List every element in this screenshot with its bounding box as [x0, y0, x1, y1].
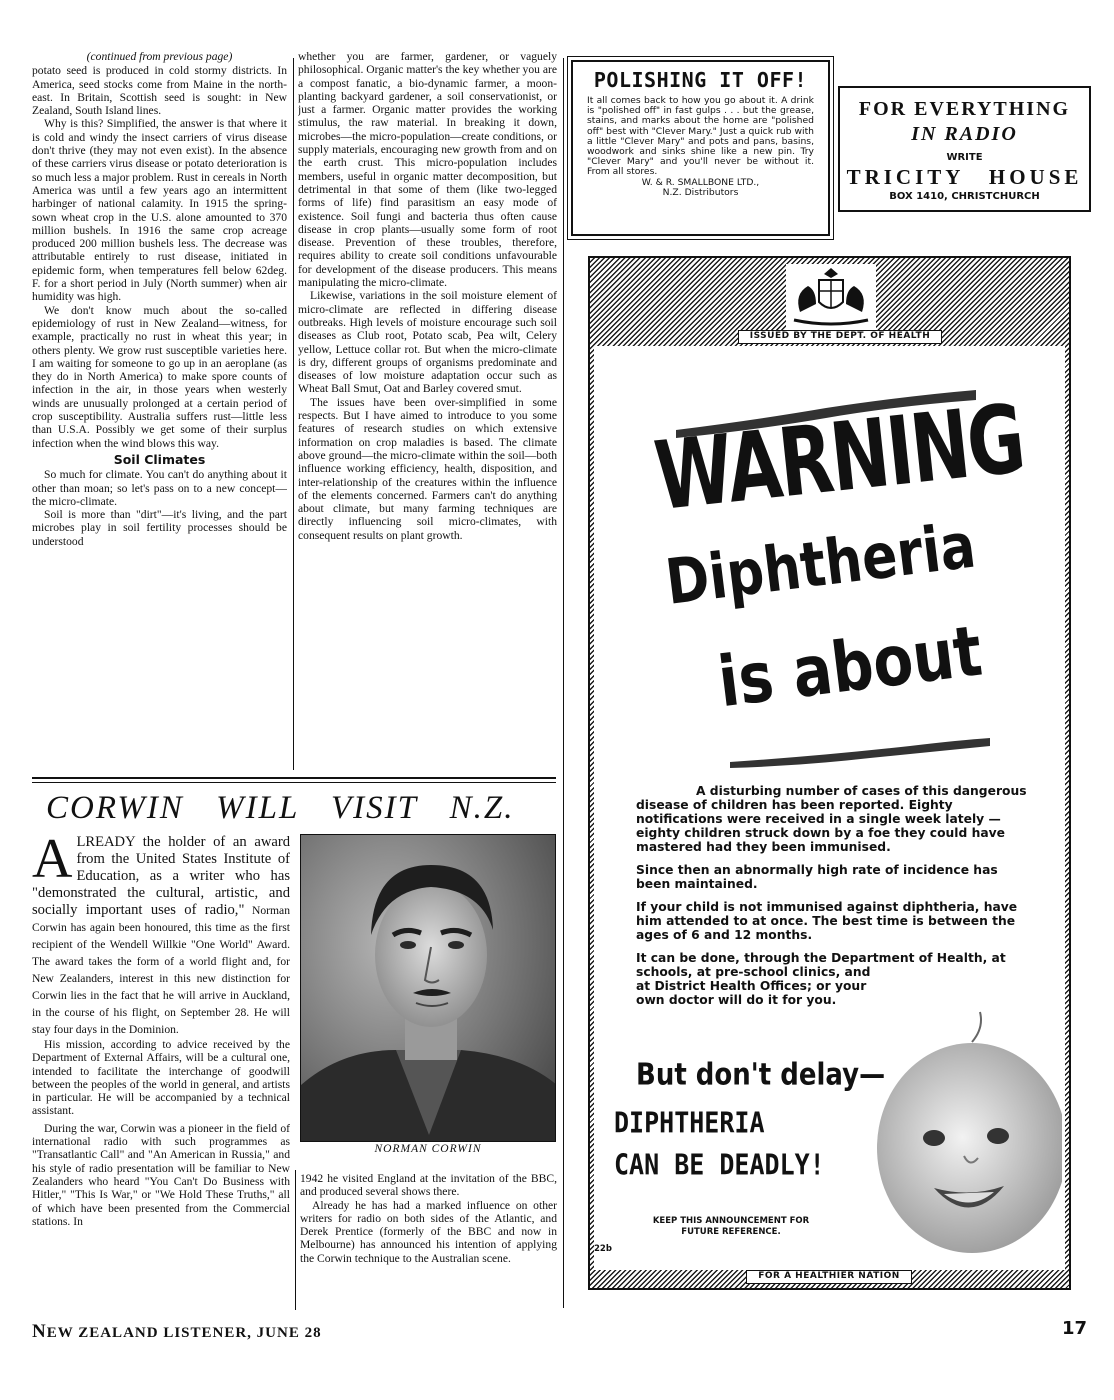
column-divider [563, 58, 564, 1308]
photo-caption: NORMAN CORWIN [374, 1143, 482, 1155]
paragraph: Why is this? Simplified, the answer is that where it is cold and windy the insect carriers of virus disease don't thrive (they may not even exist). In the absence of these carriers virus disease or potato deterioration is so much less a major problem. Rust in cereals in North America was until a few years ago an intermittent harbinger of national calamity. In 1915 the spring-sown wheat crop in the U.S. alone amounted to 370 million bushels. In 1916 the same crop acreage produced 200 million bushels less. The decrease was attributable entirely to rust disease, initiated in epidemic form, when temperatures fell below 62deg. F. for a short period in July (North summer) when air humidity was high. [32, 117, 287, 304]
healthier-nation-banner: FOR A HEALTHIER NATION [746, 1270, 912, 1284]
paragraph: 1942 he visited England at the invitation of the BBC, and produced several shows there. [300, 1172, 557, 1199]
paragraph: A disturbing number of cases of this dangerous disease of children has been reported. Eighty notifications were received in a single week lately — eighty children struck down by a foe they could have mastered had they been immunised. [636, 784, 1027, 854]
ad-signature: W. & R. SMALLBONE LTD., [641, 176, 760, 188]
section-rule [32, 782, 556, 783]
baby-photo [852, 998, 1062, 1258]
ad-title: POLISHING IT OFF! [593, 68, 808, 92]
column-divider [293, 58, 294, 770]
headline-diphtheria: Diphtheria [662, 510, 980, 620]
headline-corwin: CORWIN WILL VISIT N.Z. [46, 790, 515, 826]
headline-warning: WARNING [650, 383, 1029, 533]
issued-by-banner: ISSUED BY THE DEPT. OF HEALTH [738, 330, 942, 344]
headline-is-about: is about [714, 609, 987, 723]
coat-of-arms-icon [786, 264, 876, 330]
dont-delay-text: But don't delay— [636, 1058, 886, 1093]
deadly-text: DIPHTHERIA [614, 1106, 765, 1140]
ad-tricity-house [838, 86, 1091, 212]
paragraph: If your child is not immunised against diphtheria, have him attended to at once. The best time is between the ages of 6 and 12 months. [636, 900, 1018, 942]
paragraph: The issues have been over-simplified in some respects. But I have aimed to introduce to you some features of research studies on which extensive information on crop maladies is based. The climate above ground—the micro-climate within the soil—both influence working efficiency, health, disposition, and inter-relationship of the creatures within the influence of the elements concerned. Farmers can't do anything about climate, but many farming techniques are directly influencing soil micro-climates, with consequent results on plant growth. [298, 395, 557, 542]
article-column-2 [298, 50, 557, 772]
brush-stroke-icon [730, 738, 990, 768]
page-number: 17 [1062, 1318, 1088, 1339]
paragraph: So much for climate. You can't do anything about it other than moan; so let's pass on to a new concept—the micro-climate. [32, 468, 287, 508]
footer-publication: NEW ZEALAND LISTENER, JUNE 28 [32, 1321, 322, 1342]
corwin-article-column-2 [300, 1172, 557, 1312]
ad-line: TRICITY HOUSE [846, 165, 1083, 189]
ad-body: It all comes back to how you go about it. A drink is "polished off" in fast gulps . . . but the grease, stains, and marks about the home are "polished off" best with "Clever Mary." Just a quick rub with a little "Clever Mary" and pots and pans, basins, woodwork and sinks shine like a new pin. Try "Clever Mary" and you'll never be without it. From all stores. [587, 95, 814, 178]
article-column-1 [32, 50, 287, 772]
ad-polishing-it-off [571, 60, 830, 236]
norman-corwin-photo [300, 834, 556, 1142]
paragraph: Likewise, variations in the soil moisture element of micro-climate are reflected in differing disease outbreaks. High levels of moisture encourage such soil diseases as Club root, Potato scab, Pea wilt, Celery yellow, Lettuce collar rot. But when the micro-climate is dry, different groups of organisms predominate and diseases of low moisture adaptation occur such as Wheat Ball Smut, Oat and Barley covered smut. [298, 289, 557, 396]
ad-body [636, 784, 1028, 1016]
corwin-article-column [32, 834, 290, 1314]
ad-line: IN RADIO [911, 123, 1018, 145]
paragraph: His mission, according to advice received by the Department of External Affairs, will be a cultural one, intended to facilitate the interchange of goodwill between the peoples of the world in general, and artists in particular. He will be accompanied by a technical assistant. [32, 1038, 290, 1118]
ad-line: BOX 1410, CHRISTCHURCH [889, 191, 1040, 202]
continued-note: (continued from previous page) [86, 50, 233, 63]
section-rule [32, 777, 556, 779]
ad-line: FOR EVERYTHING [858, 98, 1071, 120]
keep-notice: KEEP THIS ANNOUNCEMENT FOR FUTURE REFERENCE. [652, 1216, 810, 1237]
paragraph: It can be done, through the Department of Health, at [636, 951, 1006, 965]
paragraph: whether you are farmer, gardener, or vaguely philosophical. Organic matter's the key whether you are a compost fanatic, a bio-dynamic farmer, a moon-planting backyard gardener, a soil conservationist, or just a farmer. Organic matter provides the working stimulus, the raw material. In breaking it down, microbes—the micro-population—create conditions, or supply materials, encouraging new growth from and on the earth crust. This micro-population includes members, useful in organic matter decomposition, but detrimental in that some of them (like two-legged forms of life) find parasitism an easy mode of existence. Soil fungi and bacteria thus often cause disease in crop plants—usually some form of root disease. Prevention of these troubles, therefore, requires ability to create soil conditions unfavourable for development of the disease producers. This means manipulating the micro-climate. [298, 50, 557, 290]
paragraph: potato seed is produced in cold stormy districts. In America, seed stocks come from Maine in the north-east. In Britain, Scottish seed is sought: in New Zealand, South Island lines. [32, 64, 287, 118]
paragraph: Already he has had a marked influence on other writers for radio on both sides of the Atlantic, and Derek Prentice (formerly of the BBC and now in Melbourne) has announced his intention of applying the Corwin technique to the Australian scene. [300, 1198, 557, 1265]
paragraph-text: Norman Corwin has again been honoured, this time as the first recipient of the Wendell Willkie "One World" Award. The award takes the form of a world flight and, for New Zealanders, interest in this new distinction for Corwin lies in the fact that he will arrive in Auckland, in the course of his flight, on September 28. He will stay four days in the Dominion. [32, 904, 290, 1036]
paragraph: During the war, Corwin was a pioneer in the field of international radio with such programmes as "Transatlantic Call" and "An American in Russia," and his style of radio presentation will be familiar to New Zealanders who heard "You Can't Do Business with Hitler," "This Is War," or "We Hold These Truths," all of which have been presented from the Commercial stations. In [32, 1121, 290, 1228]
deadly-text: CAN BE DEADLY! [614, 1148, 825, 1182]
column-divider [295, 1170, 296, 1310]
drop-cap: A [32, 834, 73, 890]
ad-line: WRITE [946, 152, 983, 163]
paragraph: schools, at pre-school clinics, and at District Health Offices; or your own doctor will do it for you. [636, 965, 871, 1007]
ad-signature: N.Z. Distributors [662, 186, 739, 198]
lead-text: LREADY the holder of an award from the United States Institute of Education, as a writer who has "demonstrated the cultural, artistic, and socially important uses of radio," [32, 834, 290, 918]
paragraph: Soil is more than "dirt"—it's living, and the part microbes play in soil fertility processes should be understood [32, 508, 287, 548]
ad-code: 22b [594, 1244, 612, 1254]
ad-diphtheria-warning [588, 256, 1071, 1290]
subheading-soil-climates: Soil Climates [113, 451, 206, 467]
paragraph: Since then an abnormally high rate of incidence has been maintained. [636, 863, 998, 891]
paragraph: We don't know much about the so-called epidemiology of rust in New Zealand—witness, for example, practically no rust in wheat this year; in others plenty. We grow rust susceptible varieties here. I am waiting for someone to go up in an aeroplane (as they do in North America) to make spore counts of infection in the air, in those years when westerly winds are unusually prolonged at a certain period of crop susceptibility. Australia suffers rust—little less than U.S.A. Possibly we get some of their surplus infection when the wind blows this way. [32, 303, 287, 450]
